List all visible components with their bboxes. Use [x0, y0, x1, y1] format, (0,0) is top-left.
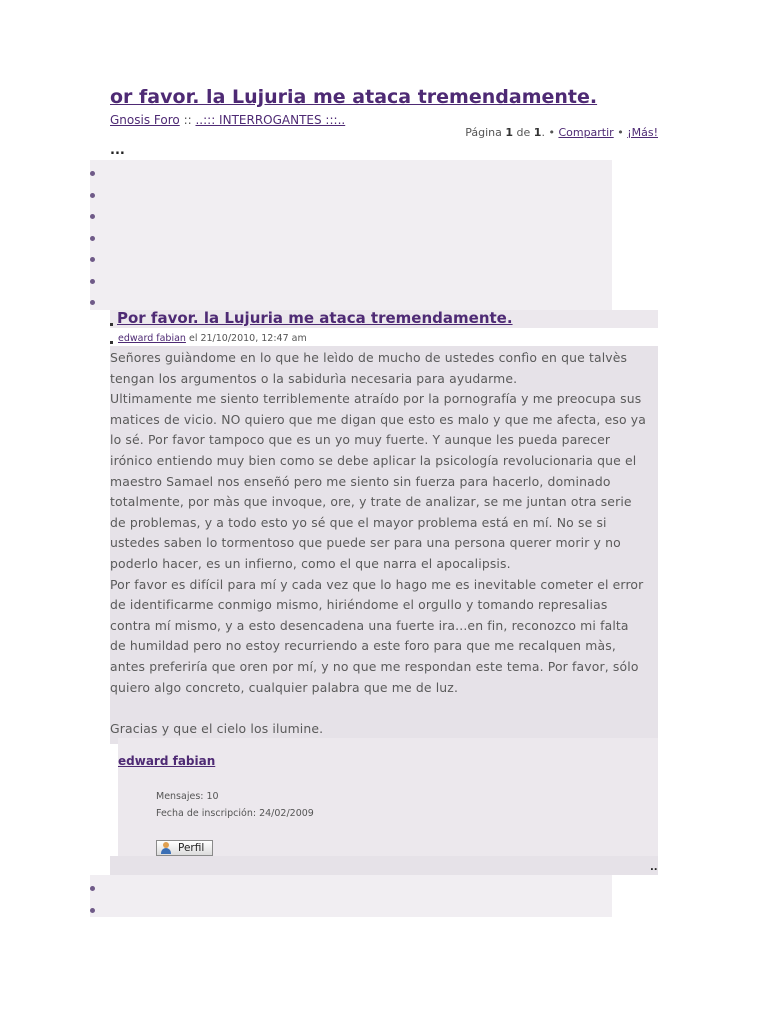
post-line: de identificarme conmigo mismo, hiriéndome el orgullo y tomando represalias [110, 597, 608, 613]
post-line: antes preferiría que oren por mí, y no que me respondan este tema. Por favor, sólo [110, 658, 639, 674]
paragraph-gap [110, 698, 662, 719]
post-line: maestro Samael nos enseñó pero me siento sin fuerza para hacerlo, dominado [110, 473, 611, 489]
post-line: Señores guiàndome en lo que he leìdo de mucho de ustedes confìo en que talvès [110, 350, 628, 365]
pager-of: de [516, 126, 531, 139]
breadcrumb-forum-link[interactable]: Gnosis Foro [110, 113, 180, 127]
post-body [110, 348, 662, 739]
post-line: Por favor es difícil para mí y cada vez que lo hago me es inevitable cometer el error [110, 576, 644, 592]
topic-title[interactable]: or favor. la Lujuria me ataca tremendamente. [110, 86, 598, 108]
post-line: ustedes saben lo tormentoso que puede ser para una persona querer morir y no [110, 535, 621, 551]
pager-prefix: Página [465, 126, 502, 139]
user-icon [160, 842, 172, 854]
list-bullet [90, 171, 95, 176]
pagination: Página 1 de 1. • Compartir • ¡Más! [465, 126, 658, 139]
profile-button-label: Perfil [178, 842, 205, 854]
post-footer-bar [110, 856, 658, 875]
list-bullet [90, 193, 95, 198]
post-line: Ultimamente me siento terriblemente atraído por la pornografía y me preocupa sus [110, 391, 642, 407]
post-title[interactable]: Por favor. la Lujuria me ataca tremendamente. [117, 309, 513, 327]
pager-total: 1 [533, 126, 542, 139]
post-line: de problemas, y a todo esto yo sé que el mayor problema está en mí. No se si [110, 514, 607, 530]
post-closing: Gracias y que el cielo los ilumine. [110, 720, 324, 736]
more-link[interactable]: ¡Más! [627, 126, 658, 139]
pager-bullet: • [548, 126, 555, 139]
list-bullet [90, 300, 95, 305]
breadcrumb [110, 113, 345, 127]
post-header-dot [110, 323, 113, 326]
ellipsis-marker: ... [110, 143, 125, 158]
post-line: poderlo hacer, es un infierno, como el que narra el apocalipsis. [110, 555, 511, 571]
post-meta-dot [110, 341, 113, 344]
list-bullet [90, 236, 95, 241]
author-joined: Fecha de inscripción: 24/02/2009 [156, 808, 314, 819]
post-meta [118, 333, 307, 344]
post-line: quiero algo concreto, cualquier palabra que me de luz. [110, 679, 459, 695]
post-line: lo sé. Por favor tampoco que es un yo muy fuerte. Y aunque les pueda parecer [110, 432, 611, 448]
list-bullet [90, 214, 95, 219]
post-line: totalmente, por màs que invoque, ore, y trate de analizar, se me juntan otra serie [110, 494, 632, 510]
author-name-link[interactable]: edward fabian [118, 754, 216, 768]
list-bullet [90, 886, 95, 891]
list-bullet [90, 257, 95, 262]
toolbar-list-bottom [90, 875, 612, 917]
footer-dots: .. [650, 862, 658, 873]
pager-current: 1 [505, 126, 514, 139]
author-messages: Mensajes: 10 [156, 791, 219, 802]
post-line: de humildad pero no estoy recurriendo a este foro para que me recalquen màs, [110, 638, 616, 654]
toolbar-list-top [90, 160, 612, 310]
post-line: contra mí mismo, y a esto desencadena una fuerte ira...en fin, reconozco mi falta [110, 617, 629, 633]
pager-bullet: • [617, 126, 624, 139]
post-line: irónico entiendo muy bien como se debe aplicar la psicología revolucionaria que el [110, 452, 637, 468]
profile-button[interactable] [156, 840, 213, 856]
share-link[interactable]: Compartir [558, 126, 614, 139]
post-line: tengan los argumentos o la sabidurìa necesaria para ayudarme. [110, 370, 518, 386]
breadcrumb-section-link[interactable]: ..::: INTERROGANTES :::.. [195, 113, 346, 127]
post-date: el 21/10/2010, 12:47 am [188, 333, 307, 344]
list-bullet [90, 279, 95, 284]
post-author-link[interactable]: edward fabian [118, 333, 186, 344]
list-bullet [90, 908, 95, 913]
breadcrumb-separator: :: [183, 113, 192, 127]
post-line: matices de vicio. NO quiero que me digan que esto es malo y que me afecta, eso ya [110, 411, 646, 427]
